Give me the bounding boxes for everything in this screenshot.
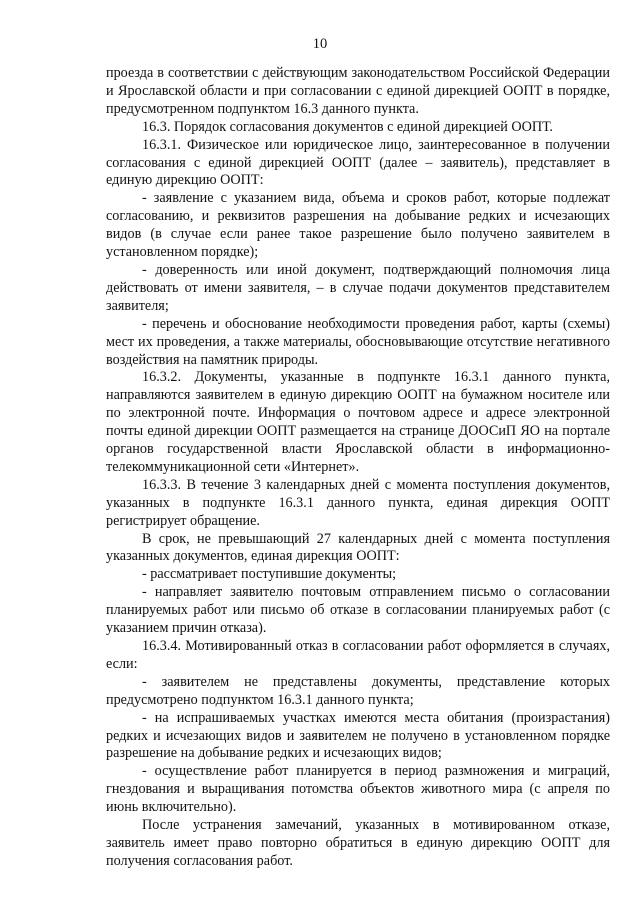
paragraph-deadline: В срок, не превышающий 27 календарных дней с момента поступления указанных документов, единая дирекция ООПТ: bbox=[106, 530, 610, 565]
list-item-missing-documents: - заявителем не представлены документы, представление которых предусмотрено подпунктом 16.3.1 данного пункта; bbox=[106, 673, 610, 708]
paragraph-continuation: проезда в соответствии с действующим законодательством Российской Федерации и Ярославской области и при согласовании с единой дирекцией ООПТ в порядке, предусмотренном подпунктом 16.3 данного пункта. bbox=[106, 65, 610, 117]
document-body bbox=[106, 65, 610, 871]
paragraph-resubmission: После устранения замечаний, указанных в мотивированном отказе, заявитель имеет право повторно обратиться в единую дирекцию ООПТ для получения согласования работ. bbox=[106, 817, 610, 869]
list-item-habitats: - на испрашиваемых участках имеются места обитания (произрастания) редких и исчезающих видов и заявителем не получено в установленном порядке разрешение на добывание редких и исчезающих видов; bbox=[106, 709, 610, 762]
paragraph-16-3-3: 16.3.3. В течение 3 календарных дней с момента поступления документов, указанных в подпункте 16.3.1 данного пункта, единая дирекция ООПТ регистрирует обращение. bbox=[106, 476, 610, 529]
list-item-power-of-attorney: - доверенность или иной документ, подтверждающий полномочия лица действовать от имени заявителя, – в случае подачи документов представителем заявителя; bbox=[106, 261, 610, 314]
list-item-review: - рассматривает поступившие документы; bbox=[142, 566, 397, 583]
list-item-justification: - перечень и обоснование необходимости проведения работ, карты (схемы) мест их проведения, а также материалы, обосновывающие отсутствие негативного воздействия на памятник природы. bbox=[106, 315, 610, 368]
paragraph-section-16-3: 16.3. Порядок согласования документов с единой дирекцией ООПТ. bbox=[142, 118, 553, 135]
list-item-breeding-period: - осуществление работ планируется в период размножения и миграций, гнездования и выращивания потомства объектов животного мира (с апреля по июнь включительно). bbox=[106, 763, 610, 816]
page-number: 10 bbox=[312, 36, 328, 52]
paragraph-16-3-4: 16.3.4. Мотивированный отказ в согласовании работ оформляется в случаях, если: bbox=[106, 638, 610, 672]
list-item-application: - заявление с указанием вида, объема и сроков работ, которые подлежат согласованию, и реквизитов разрешения на добывание редких и исчезающих видов (в случае если ранее такое разрешение было получено заявителем в установленном порядке); bbox=[106, 190, 610, 261]
paragraph-16-3-2: 16.3.2. Документы, указанные в подпункте 16.3.1 данного пункта, направляются заявителем в единую дирекцию ООПТ на бумажном носителе или по электронной почте. Информация о почтовом адресе и адресе электронной почты единой дирекции ООПТ размещается на странице ДООСиП ЯО на портале органов государственной власти Ярославской области в информационно-телекоммуникационной сети «Интернет». bbox=[106, 369, 610, 475]
paragraph-16-3-1: 16.3.1. Физическое или юридическое лицо, заинтересованное в получении согласования с единой дирекцией ООПТ (далее – заявитель), представляет в единую дирекцию ООПТ: bbox=[106, 136, 610, 189]
list-item-send-letter: - направляет заявителю почтовым отправлением письмо о согласовании планируемых работ или письмо об отказе в согласовании планируемых работ (с указанием причин отказа). bbox=[106, 584, 610, 637]
